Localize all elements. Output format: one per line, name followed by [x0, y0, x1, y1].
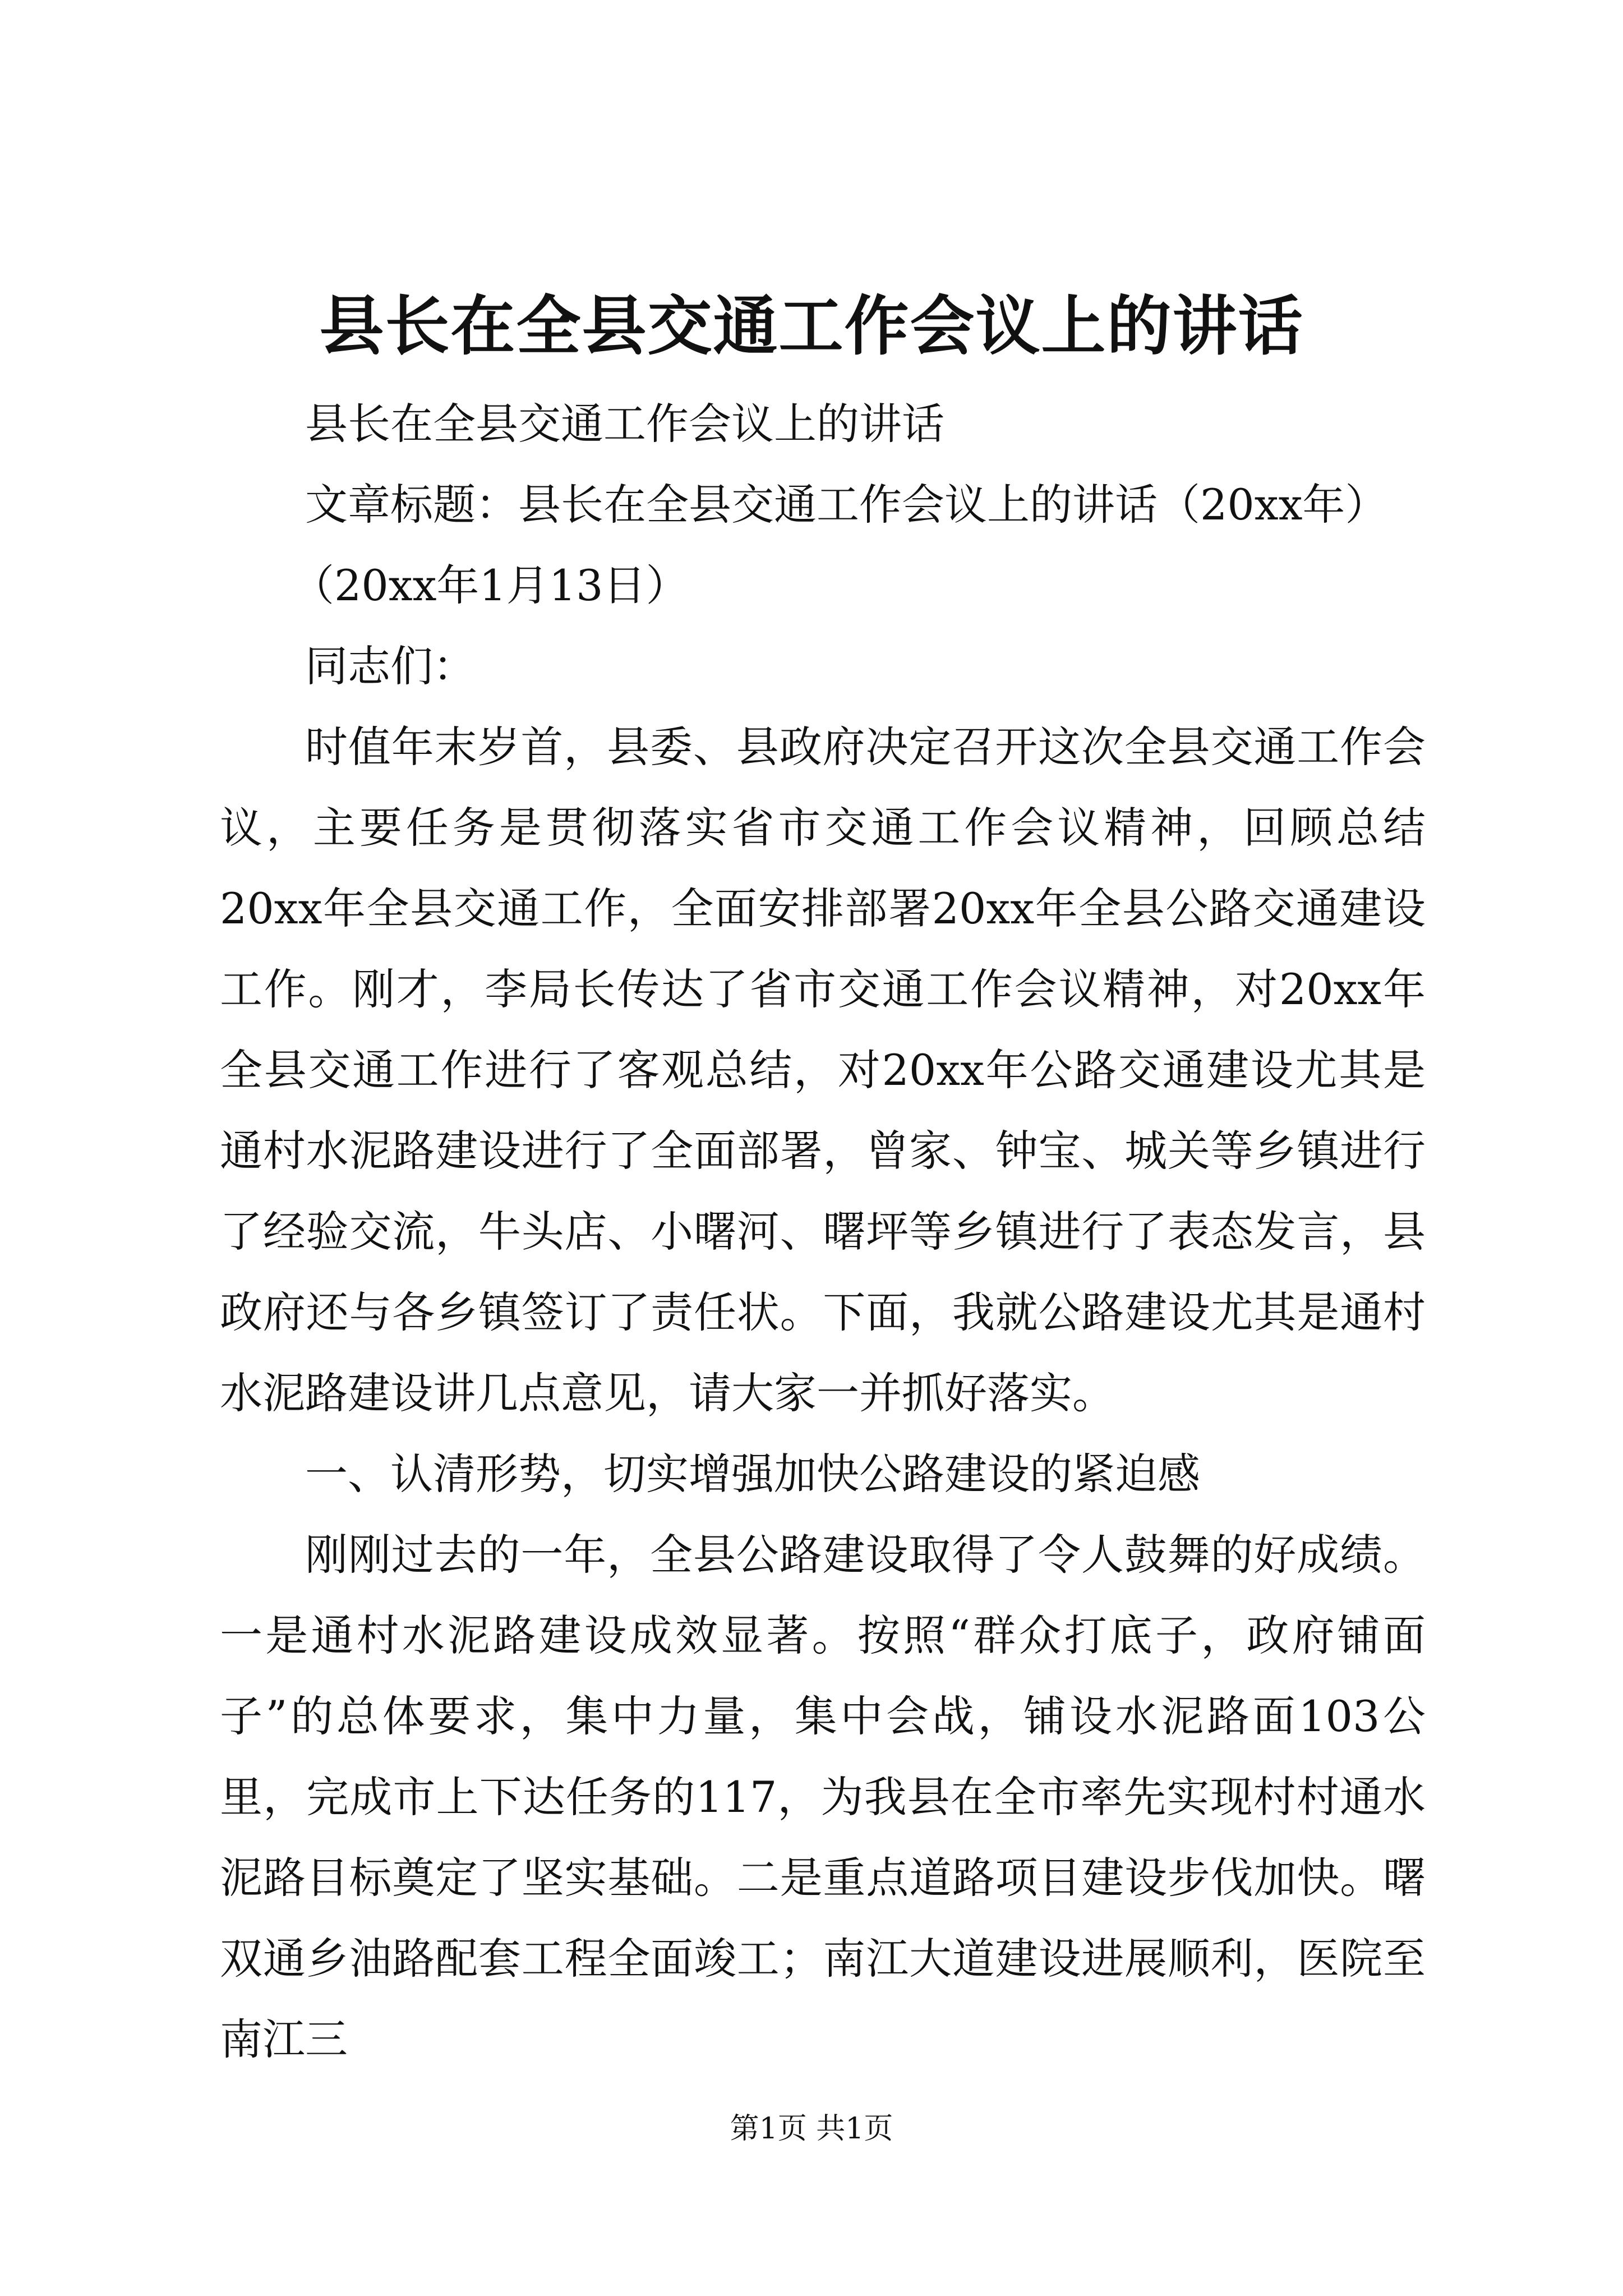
- document-body: [220, 384, 1426, 2080]
- date-paragraph: （20xx年1月13日）: [292, 560, 689, 610]
- body-paragraph: 刚刚过去的一年，全县公路建设取得了令人鼓舞的好成绩。一是通村水泥路建设成效显著。按照“群众打底子，政府铺面子”的总体要求，集中力量，集中会战，铺设水泥路面103公里，完成市上下达任务的117，为我县在全市率先实现村村通水泥路目标奠定了坚实基础。二是重点道路项目建设步伐加快。曙双通乡油路配套工程全面竣工；南江大道建设进展顺利，医院至南江三: [220, 1530, 1426, 2064]
- document-title: 县长在全县交通工作会议上的讲话: [319, 288, 1304, 364]
- page-number-footer: 第1页 共1页: [730, 2112, 893, 2146]
- subtitle-paragraph: 县长在全县交通工作会议上的讲话: [305, 399, 944, 449]
- section-heading: 一、认清形势，切实增强加快公路建设的紧迫感: [305, 1449, 1200, 1499]
- body-paragraph: 时值年末岁首，县委、县政府决定召开这次全县交通工作会议，主要任务是贯彻落实省市交通工作会议精神，回顾总结20xx年全县交通工作，全面安排部署20xx年全县公路交通建设工作。刚才，李局长传达了省市交通工作会议精神，对20xx年全县交通工作进行了客观总结，对20xx年公路交通建设尤其是通村水泥路建设进行了全面部署，曾家、钟宝、城关等乡镇进行了经验交流，牛头店、小曙河、曙坪等乡镇进行了表态发言，县政府还与各乡镇签订了责任状。下面，我就公路建设尤其是通村水泥路建设讲几点意见，请大家一并抓好落实。: [220, 722, 1426, 1418]
- salutation-paragraph: 同志们：: [305, 641, 476, 691]
- article-title-paragraph: 文章标题：县长在全县交通工作会议上的讲话（20xx年）: [305, 480, 1388, 530]
